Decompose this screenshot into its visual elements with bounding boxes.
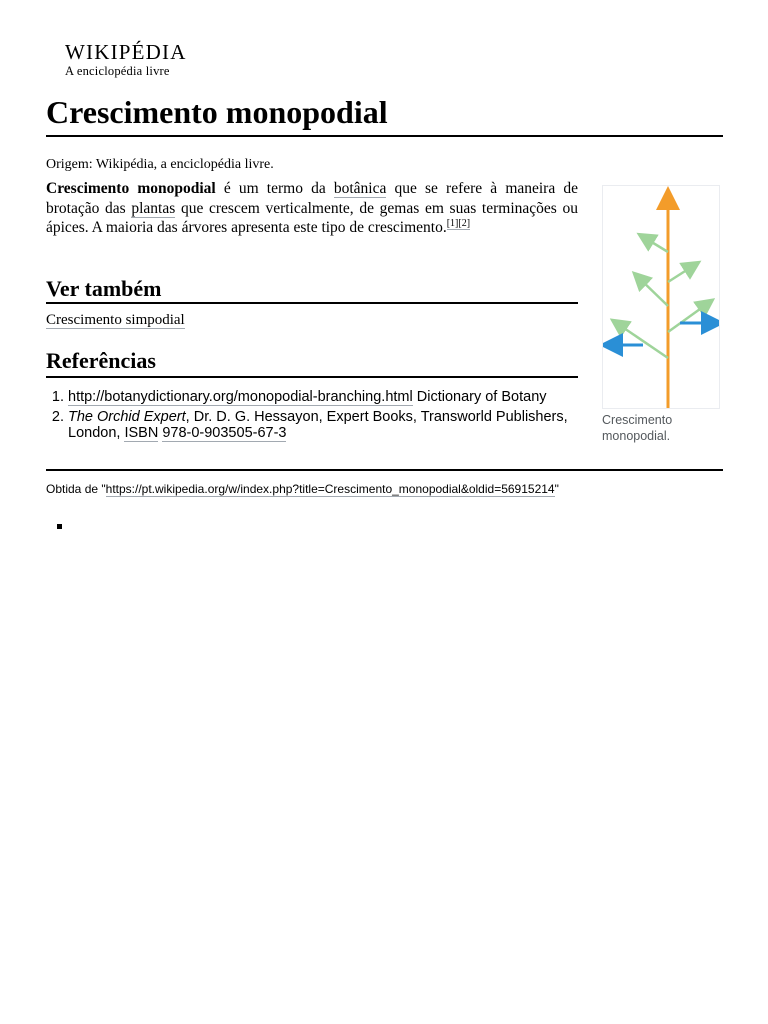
isbn-value-link[interactable]: 978-0-903505-67-3 <box>162 425 287 441</box>
logo-wordmark: WIKIPÉDIA <box>65 40 187 64</box>
lead-text-2: que se refere à maneira de brotação das <box>46 180 578 217</box>
logo-tagline: A enciclopédia livre <box>65 64 170 78</box>
link-crescimento-simpodial[interactable]: Crescimento simpodial <box>46 312 185 328</box>
thumbnail-frame[interactable] <box>602 185 720 409</box>
reference-item-1 <box>68 389 588 406</box>
reference-2-text: , Dr. D. G. Hessayon, Expert Books, Transworld Publishers, London, <box>68 408 568 441</box>
branch-arrow-2 <box>668 266 693 282</box>
retrieved-prefix: Obtida de " <box>46 482 106 496</box>
reference-2-title: The Orchid Expert <box>68 408 186 425</box>
link-botanica[interactable]: botânica <box>333 180 387 197</box>
reference-1-url[interactable]: http://botanydictionary.org/monopodial-branching.html <box>68 389 413 405</box>
list-bullet <box>57 524 62 529</box>
thumbnail-caption: Crescimento monopodial. <box>602 413 673 443</box>
site-subtitle: Origem: Wikipédia, a enciclopédia livre. <box>46 157 274 172</box>
title-divider <box>46 135 723 137</box>
references-heading: Referências <box>46 348 156 373</box>
lead-text-3: que crescem verticalmente, de gemas em suas terminações ou ápices. A maioria das árvores apresenta este tipo de crescimento. <box>46 199 578 237</box>
branch-arrow-4 <box>668 304 707 332</box>
branch-arrow-5 <box>618 324 668 358</box>
references-list <box>46 389 588 445</box>
reference-item-2 <box>68 409 588 442</box>
ref-link-2[interactable]: [2] <box>458 218 471 230</box>
retrieved-from <box>46 482 559 496</box>
see-also-divider <box>46 302 578 304</box>
permanent-link[interactable]: https://pt.wikipedia.org/w/index.php?title=Crescimento_monopodial&oldid=56915214 <box>105 482 555 496</box>
ref-link-1[interactable]: [1] <box>446 218 459 230</box>
lead-paragraph <box>46 179 578 238</box>
footer-divider <box>46 469 723 471</box>
lead-text-1: é um termo da <box>215 180 334 197</box>
thumbnail-figure <box>602 185 720 444</box>
page-title: Crescimento monopodial <box>46 94 388 130</box>
reference-1-text: Dictionary of Botany <box>412 389 547 405</box>
see-also-heading: Ver também <box>46 276 162 301</box>
lead-term: Crescimento monopodial <box>46 180 216 197</box>
retrieved-suffix: " <box>554 482 559 496</box>
branch-arrow-3 <box>639 278 668 306</box>
link-plantas[interactable]: plantas <box>131 199 176 217</box>
branch-arrow-1 <box>645 238 668 252</box>
references-divider <box>46 376 578 378</box>
wikipedia-logo[interactable] <box>65 40 187 78</box>
isbn-link[interactable]: ISBN <box>124 425 159 441</box>
monopodial-diagram <box>603 186 719 408</box>
